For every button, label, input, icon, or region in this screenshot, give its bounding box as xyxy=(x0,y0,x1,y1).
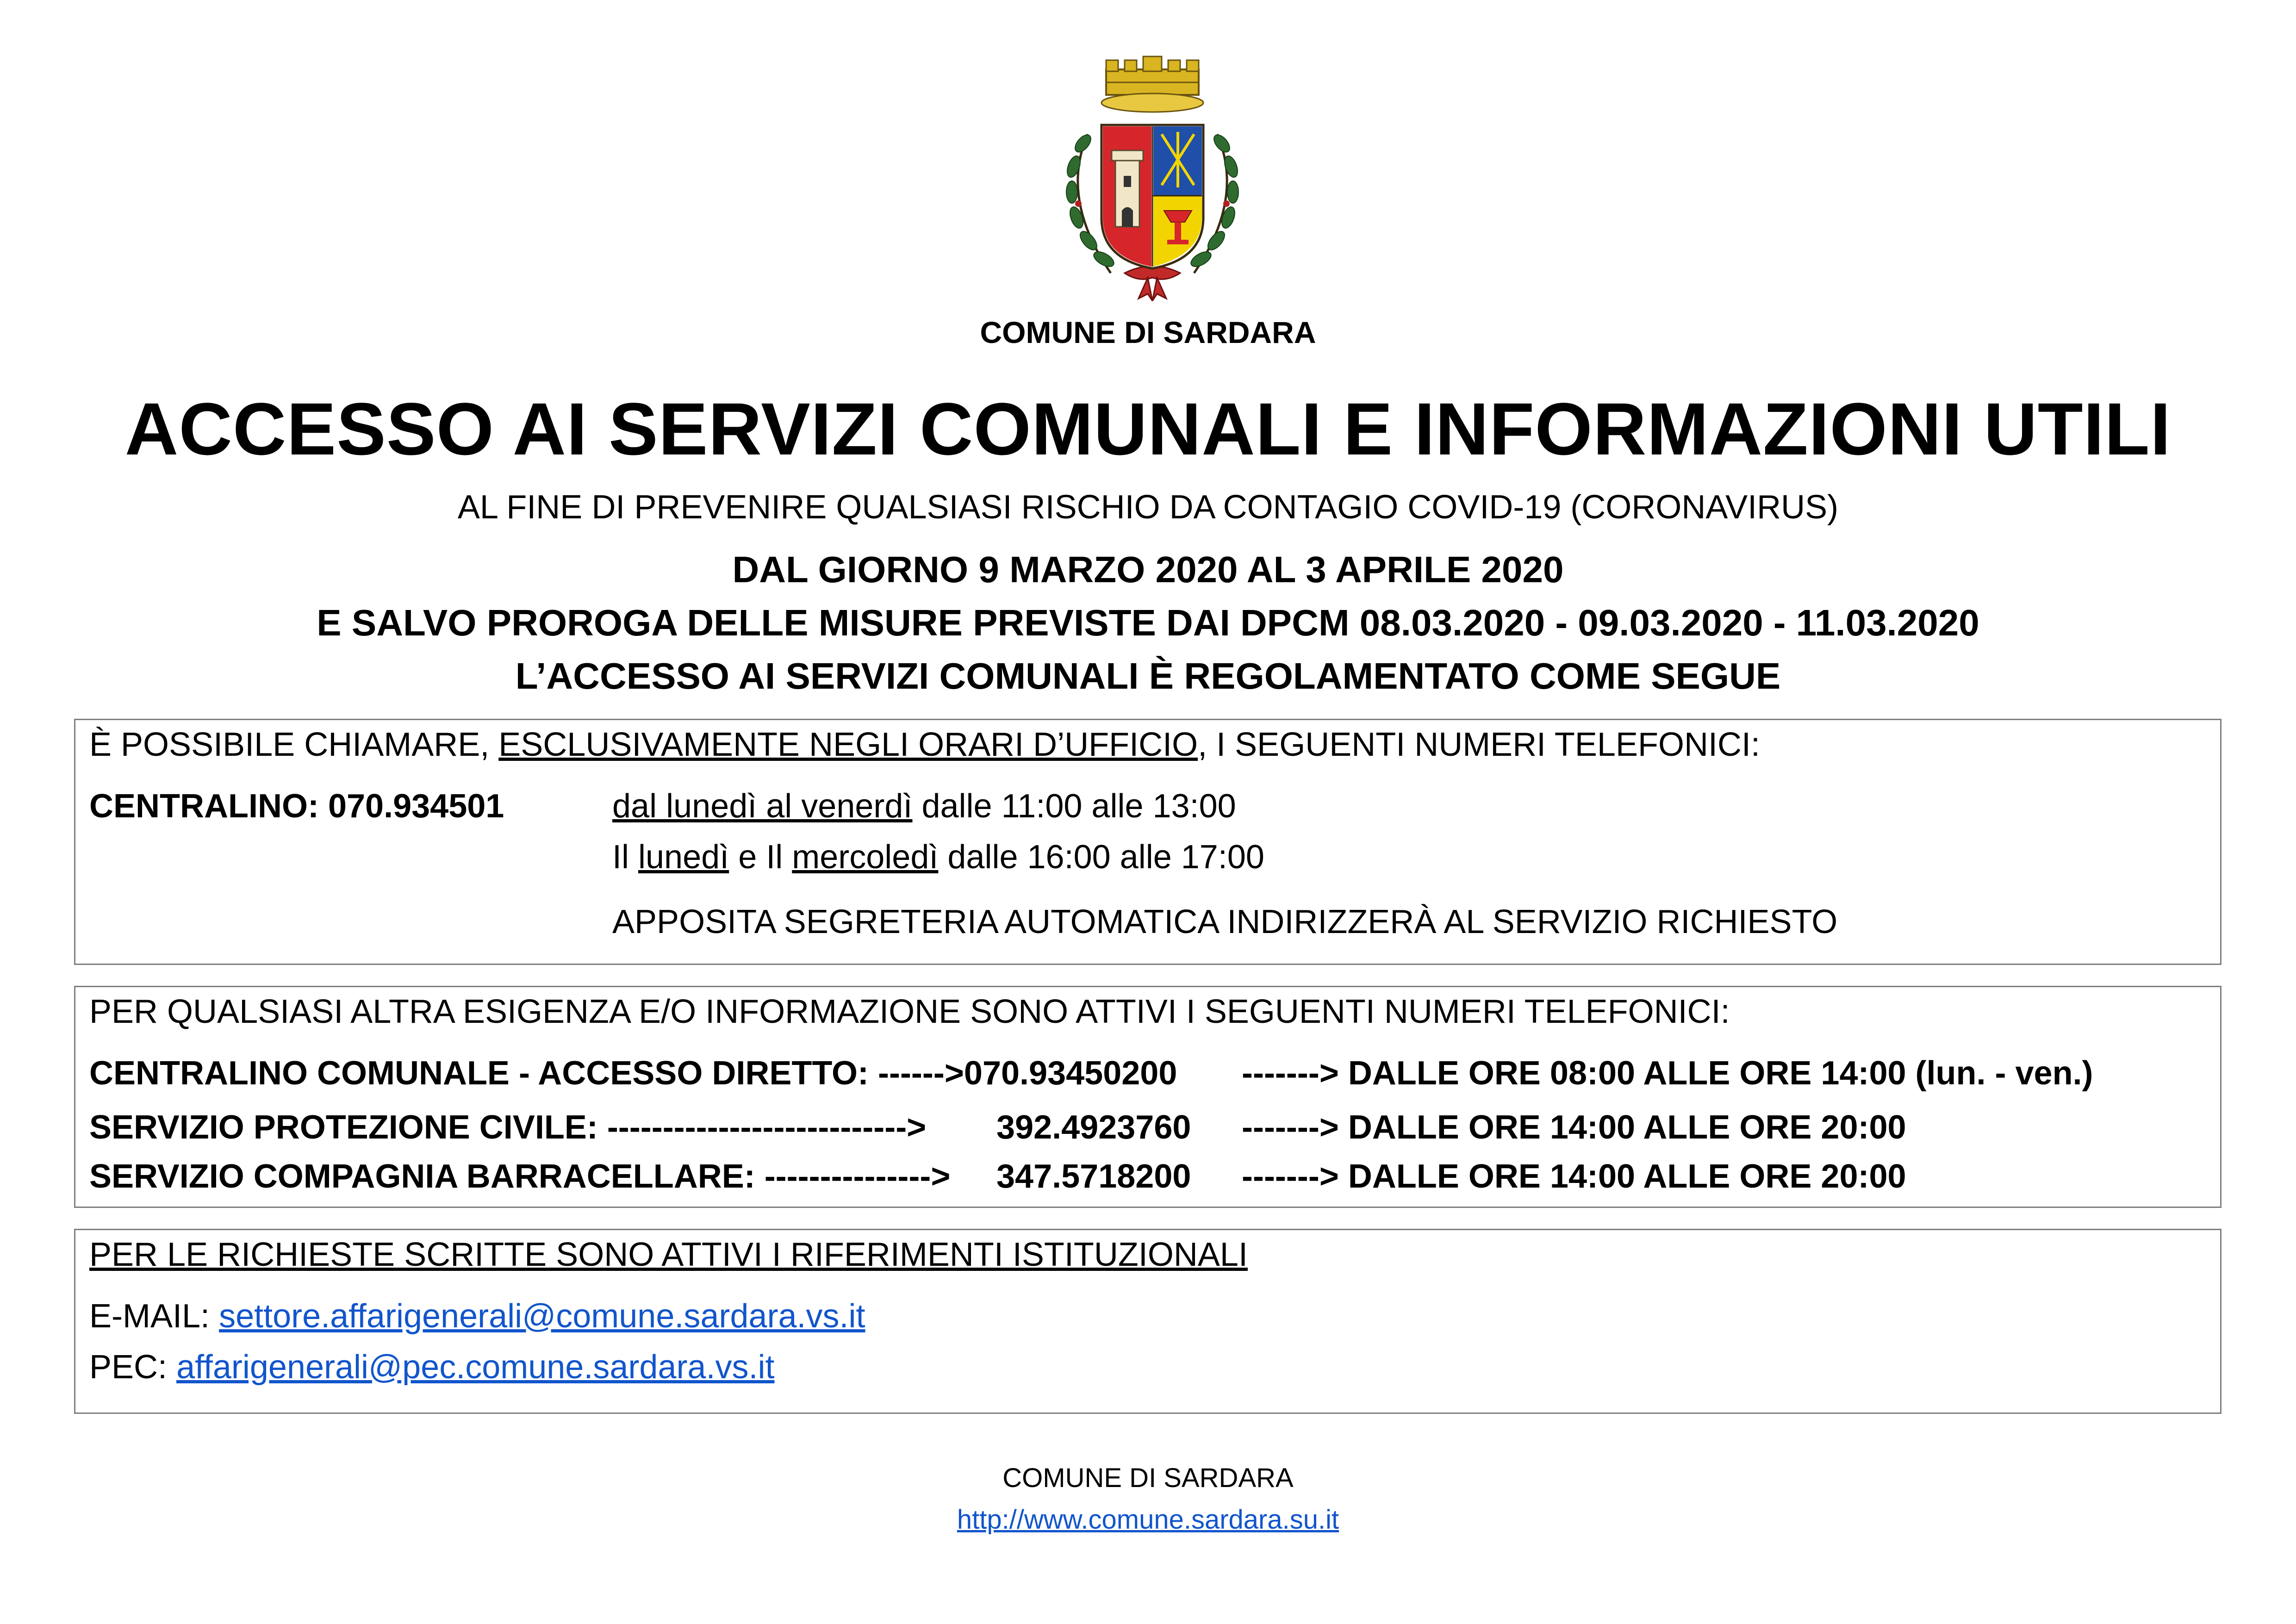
contact-number: 392.4923760 xyxy=(996,1109,1191,1146)
proroga-notice: E SALVO PROROGA DELLE MISURE PREVISTE DAI DPCM 08.03.2020 - 09.03.2020 - 11.03.2020 xyxy=(317,602,1979,643)
date-range: DAL GIORNO 9 MARZO 2020 AL 3 APRILE 2020 xyxy=(732,549,1564,590)
voicemail-note: APPOSITA SEGRETERIA AUTOMATICA INDIRIZZERÀ AL SERVIZIO RICHIESTO xyxy=(612,903,1838,940)
phone-intro-suffix: , I SEGUENTI NUMERI TELEFONICI: xyxy=(1198,726,1760,763)
contact-hours xyxy=(1242,1054,2093,1092)
weekday-time: dalle 11:00 alle 13:00 xyxy=(912,788,1236,825)
municipality-name: COMUNE DI SARDARA xyxy=(980,315,1316,349)
rules-heading: L’ACCESSO AI SERVIZI COMUNALI È REGOLAMENTATO COME SEGUE xyxy=(515,655,1781,697)
contact-hours xyxy=(1242,1157,1906,1195)
subtitle: AL FINE DI PREVENIRE QUALSIASI RISCHIO DA CONTAGIO COVID-19 (CORONAVIRUS) xyxy=(457,489,1839,526)
contact-number: 347.5718200 xyxy=(996,1158,1191,1195)
phone-hours-box xyxy=(74,719,2221,965)
contact-hours-text: DALLE ORE 14:00 ALLE ORE 20:00 xyxy=(1348,1109,1906,1146)
email-link[interactable]: settore.affarigenerali@comune.sardara.vs.it xyxy=(219,1298,865,1335)
phone-intro xyxy=(89,726,1760,764)
phone-intro-underlined: ESCLUSIVAMENTE NEGLI ORARI D’UFFICIO xyxy=(498,726,1198,763)
contact-hours-text: DALLE ORE 08:00 ALLE ORE 14:00 (lun. - ven.) xyxy=(1348,1055,2093,1092)
page-title: ACCESSO AI SERVIZI COMUNALI E INFORMAZIONI UTILI xyxy=(124,387,2172,470)
other-numbers-box xyxy=(74,986,2221,1208)
contact-row xyxy=(89,1108,926,1146)
email-row xyxy=(89,1297,865,1335)
afternoon-day-2: mercoledì xyxy=(792,839,939,876)
afternoon-hours xyxy=(612,838,1264,876)
centralino-label: CENTRALINO: 070.934501 xyxy=(89,788,504,825)
contact-hours xyxy=(1242,1108,1906,1146)
shield-icon xyxy=(1101,125,1203,268)
website-link[interactable]: http://www.comune.sardara.su.it xyxy=(957,1505,1339,1535)
contact-number: 070.93450200 xyxy=(964,1055,1177,1092)
contact-arrow: -------> xyxy=(1242,1055,1339,1092)
written-requests-box xyxy=(74,1229,2221,1414)
weekday-range: dal lunedì al venerdì xyxy=(612,788,913,825)
ribbon-icon xyxy=(1125,266,1180,301)
contact-label: CENTRALINO COMUNALE - ACCESSO DIRETTO: ------> xyxy=(89,1055,964,1092)
afternoon-time: dalle 16:00 alle 17:00 xyxy=(938,839,1264,876)
contact-arrow: -------> xyxy=(1242,1158,1339,1195)
phone-intro-prefix: È POSSIBILE CHIAMARE, xyxy=(89,726,499,763)
afternoon-day-1: lunedì xyxy=(638,839,729,876)
crest-svg xyxy=(1032,51,1273,310)
contact-row xyxy=(89,1157,950,1195)
other-intro: PER QUALSIASI ALTRA ESIGENZA E/O INFORMAZIONE SONO ATTIVI I SEGUENTI NUMERI TELEFONICI: xyxy=(89,993,1730,1030)
crown-icon xyxy=(1101,56,1203,112)
contact-hours-text: DALLE ORE 14:00 ALLE ORE 20:00 xyxy=(1348,1158,1906,1195)
coat-of-arms-icon xyxy=(1032,51,1273,310)
contact-row xyxy=(89,1054,1177,1092)
weekday-hours xyxy=(612,787,1236,825)
afternoon-prefix: Il xyxy=(612,839,639,876)
footer-url-wrap xyxy=(0,1504,2296,1535)
email-label: E-MAIL: xyxy=(89,1298,219,1335)
pec-row xyxy=(89,1348,774,1386)
pec-label: PEC: xyxy=(89,1349,177,1386)
contact-label: SERVIZIO COMPAGNIA BARRACELLARE: ---------------> xyxy=(89,1158,951,1195)
afternoon-mid: e Il xyxy=(729,839,792,876)
contact-label: SERVIZIO PROTEZIONE CIVILE: ---------------------------> xyxy=(89,1109,927,1146)
contact-arrow: -------> xyxy=(1242,1109,1339,1146)
footer-municipality: COMUNE DI SARDARA xyxy=(1002,1463,1294,1493)
pec-link[interactable]: affarigenerali@pec.comune.sardara.vs.it xyxy=(176,1349,775,1386)
written-intro: PER LE RICHIESTE SCRITTE SONO ATTIVI I RIFERIMENTI ISTITUZIONALI xyxy=(89,1236,1248,1273)
